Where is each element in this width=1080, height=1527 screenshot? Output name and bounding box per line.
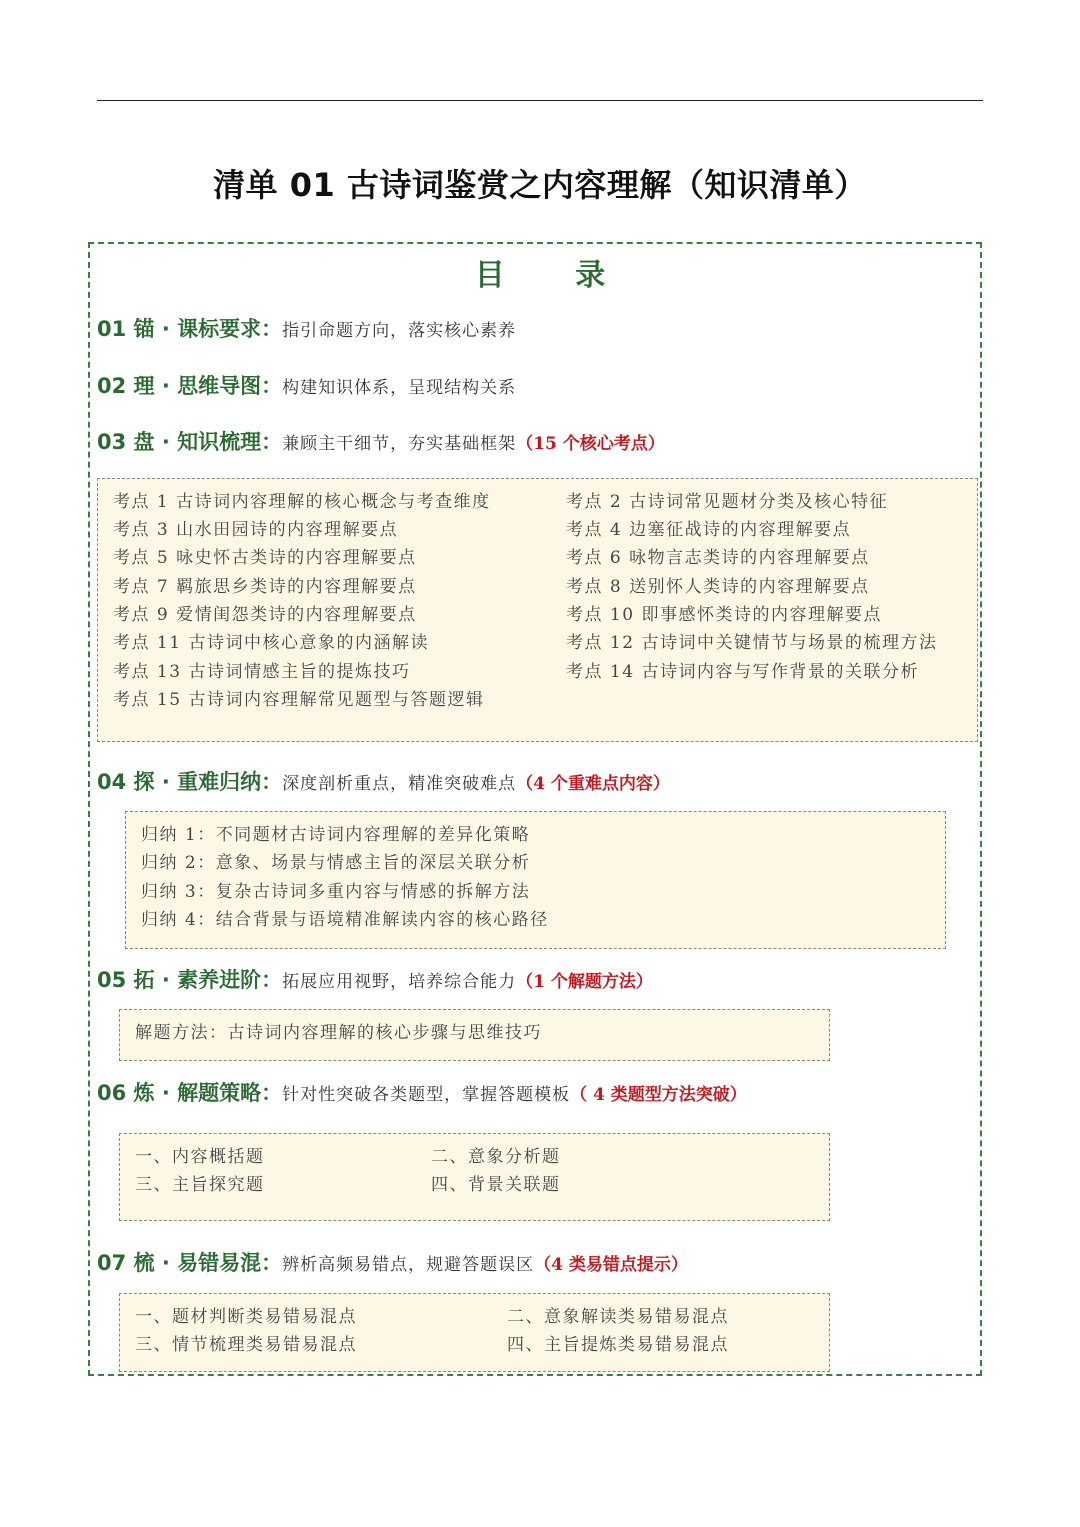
tixing-item[interactable]: 一、内容概括题 (135, 1147, 265, 1167)
yicuo-item[interactable]: 三、情节梳理类易错易混点 (135, 1335, 357, 1355)
section-label: 06 炼 · 解题策略： (97, 1081, 283, 1105)
tixing-item[interactable]: 二、意象分析题 (431, 1147, 561, 1167)
kaodian-item[interactable]: 考点 15 古诗词内容理解常见题型与答题逻辑 (113, 690, 485, 710)
page-title: 清单 01 古诗词鉴赏之内容理解（知识清单） (213, 166, 867, 204)
guina-item[interactable]: 归纳 4：结合背景与语境精准解读内容的核心路径 (141, 910, 549, 930)
kaodian-item[interactable]: 考点 7 羁旅思乡类诗的内容理解要点 (113, 577, 417, 597)
kaodian-item[interactable]: 考点 10 即事感怀类诗的内容理解要点 (566, 605, 882, 625)
kaodian-item[interactable]: 考点 12 古诗词中关键情节与场景的梳理方法 (566, 633, 938, 653)
kaodian-item[interactable]: 考点 1 古诗词内容理解的核心概念与考查维度 (113, 492, 491, 512)
kaodian-item[interactable]: 考点 13 古诗词情感主旨的提炼技巧 (113, 662, 411, 682)
section-label: 01 锚 · 课标要求： (97, 317, 283, 341)
header-rule (97, 100, 983, 101)
tixing-item[interactable]: 三、主旨探究题 (135, 1175, 265, 1195)
section-desc: 兼顾主干细节，夯实基础框架 (282, 434, 517, 454)
yicuo-item[interactable]: 一、题材判断类易错易混点 (135, 1307, 357, 1327)
section-note: （4 个重难点内容） (516, 774, 670, 794)
kaodian-item[interactable]: 考点 11 古诗词中核心意象的内涵解读 (113, 633, 429, 653)
section-01[interactable] (97, 314, 516, 346)
guina-item[interactable]: 归纳 2：意象、场景与情感主旨的深层关联分析 (141, 853, 531, 873)
section-label: 07 梳 · 易错易混： (97, 1251, 283, 1275)
section-label: 03 盘 · 知识梳理： (97, 430, 283, 454)
section-label: 02 理 · 思维导图： (97, 374, 283, 398)
method-item[interactable]: 解题方法：古诗词内容理解的核心步骤与思维技巧 (135, 1023, 542, 1043)
kaodian-item[interactable]: 考点 6 咏物言志类诗的内容理解要点 (566, 548, 870, 568)
section-note: （15 个核心考点） (516, 434, 665, 454)
section-desc: 辨析高频易错点，规避答题误区 (282, 1255, 535, 1275)
section-02[interactable] (97, 371, 516, 403)
section-label: 05 拓 · 素养进阶： (97, 968, 283, 992)
section-desc: 拓展应用视野，培养综合能力 (282, 972, 517, 992)
section-06[interactable] (97, 1078, 747, 1110)
section-desc: 深度剖析重点，精准突破难点 (282, 774, 517, 794)
kaodian-item[interactable]: 考点 2 古诗词常见题材分类及核心特征 (566, 492, 889, 512)
toc-heading: 目 录 (474, 258, 636, 293)
kaodian-item[interactable]: 考点 3 山水田园诗的内容理解要点 (113, 520, 399, 540)
guina-item[interactable]: 归纳 3：复杂古诗词多重内容与情感的拆解方法 (141, 882, 531, 902)
kaodian-item[interactable]: 考点 5 咏史怀古类诗的内容理解要点 (113, 548, 417, 568)
section-note: （ 4 类题型方法突破） (570, 1085, 747, 1105)
section-03[interactable] (97, 427, 665, 459)
section-04[interactable] (97, 767, 670, 799)
section-note: （1 个解题方法） (516, 972, 653, 992)
section-label: 04 探 · 重难归纳： (97, 770, 283, 794)
kaodian-item[interactable]: 考点 8 送别怀人类诗的内容理解要点 (566, 577, 870, 597)
section-desc: 构建知识体系，呈现结构关系 (282, 378, 517, 398)
section-desc: 针对性突破各类题型，掌握答题模板 (282, 1085, 571, 1105)
yicuo-item[interactable]: 二、意象解读类易错易混点 (507, 1307, 729, 1327)
section-desc: 指引命题方向，落实核心素养 (282, 321, 517, 341)
section-07[interactable] (97, 1248, 688, 1280)
section-05[interactable] (97, 965, 653, 997)
tixing-item[interactable]: 四、背景关联题 (431, 1175, 561, 1195)
kaodian-item[interactable]: 考点 14 古诗词内容与写作背景的关联分析 (566, 662, 919, 682)
kaodian-item[interactable]: 考点 9 爱情闺怨类诗的内容理解要点 (113, 605, 417, 625)
guina-item[interactable]: 归纳 1：不同题材古诗词内容理解的差异化策略 (141, 825, 531, 845)
section-note: （4 类易错点提示） (534, 1255, 688, 1275)
yicuo-item[interactable]: 四、主旨提炼类易错易混点 (507, 1335, 729, 1355)
kaodian-item[interactable]: 考点 4 边塞征战诗的内容理解要点 (566, 520, 852, 540)
